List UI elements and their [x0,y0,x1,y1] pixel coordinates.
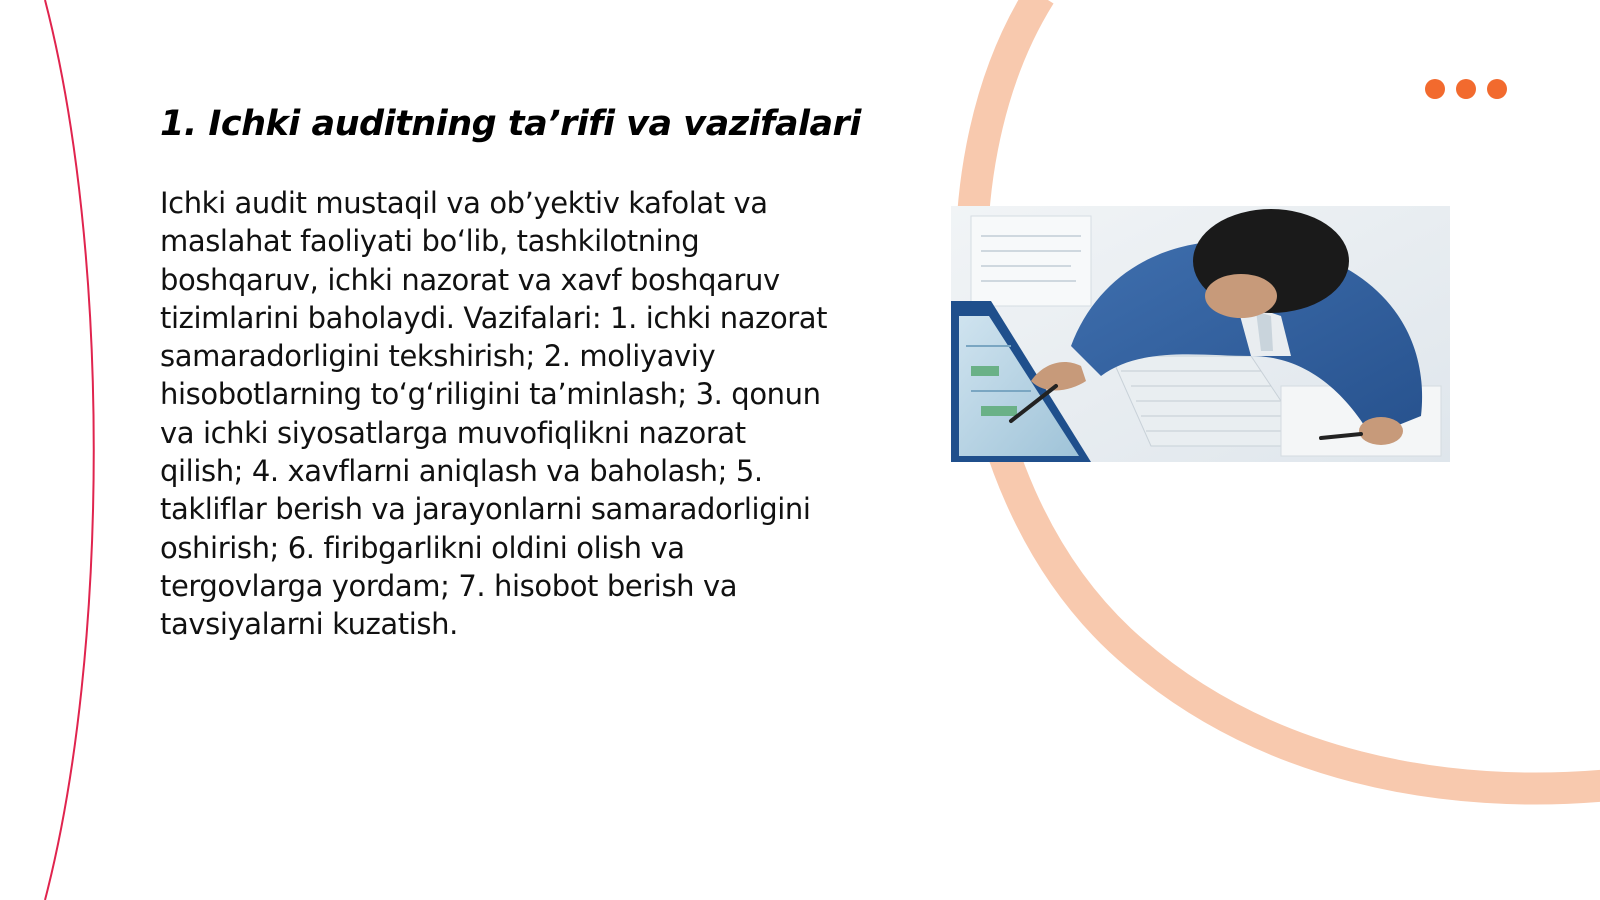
left-curve-line [45,0,94,900]
dot-icon [1425,79,1445,99]
slide-body-text: Ichki audit mustaqil va ob’yektiv kafolat va maslahat faoliyati bo‘lib, tashkilotning boshqaruv, ichki nazorat va xavf boshqaruv tizimlarini baholaydi. Vazifalari: 1. ichki nazorat samaradorligini tekshirish; 2. moliyaviy hisobotlarning to‘g‘riligini ta’minlash; 3. qonun va ichki siyosatlarga muvofiqlikni nazorat qilish; 4. xavflarni aniqlash va baholash; 5. takliflar berish va jarayonlarni samaradorligini oshirish; 6. firibgarlikni oldini olish va tergovlarga yordam; 7. hisobot berish va tavsiyalarni kuzatish. [160,186,828,642]
photo-illustration [951,206,1450,462]
dots-decoration [1425,79,1507,99]
slide-title: 1. Ichki auditning ta’rifi va vazifalari [160,104,861,144]
dot-icon [1456,79,1476,99]
person-at-computer-photo [951,206,1450,462]
dot-icon [1487,79,1507,99]
